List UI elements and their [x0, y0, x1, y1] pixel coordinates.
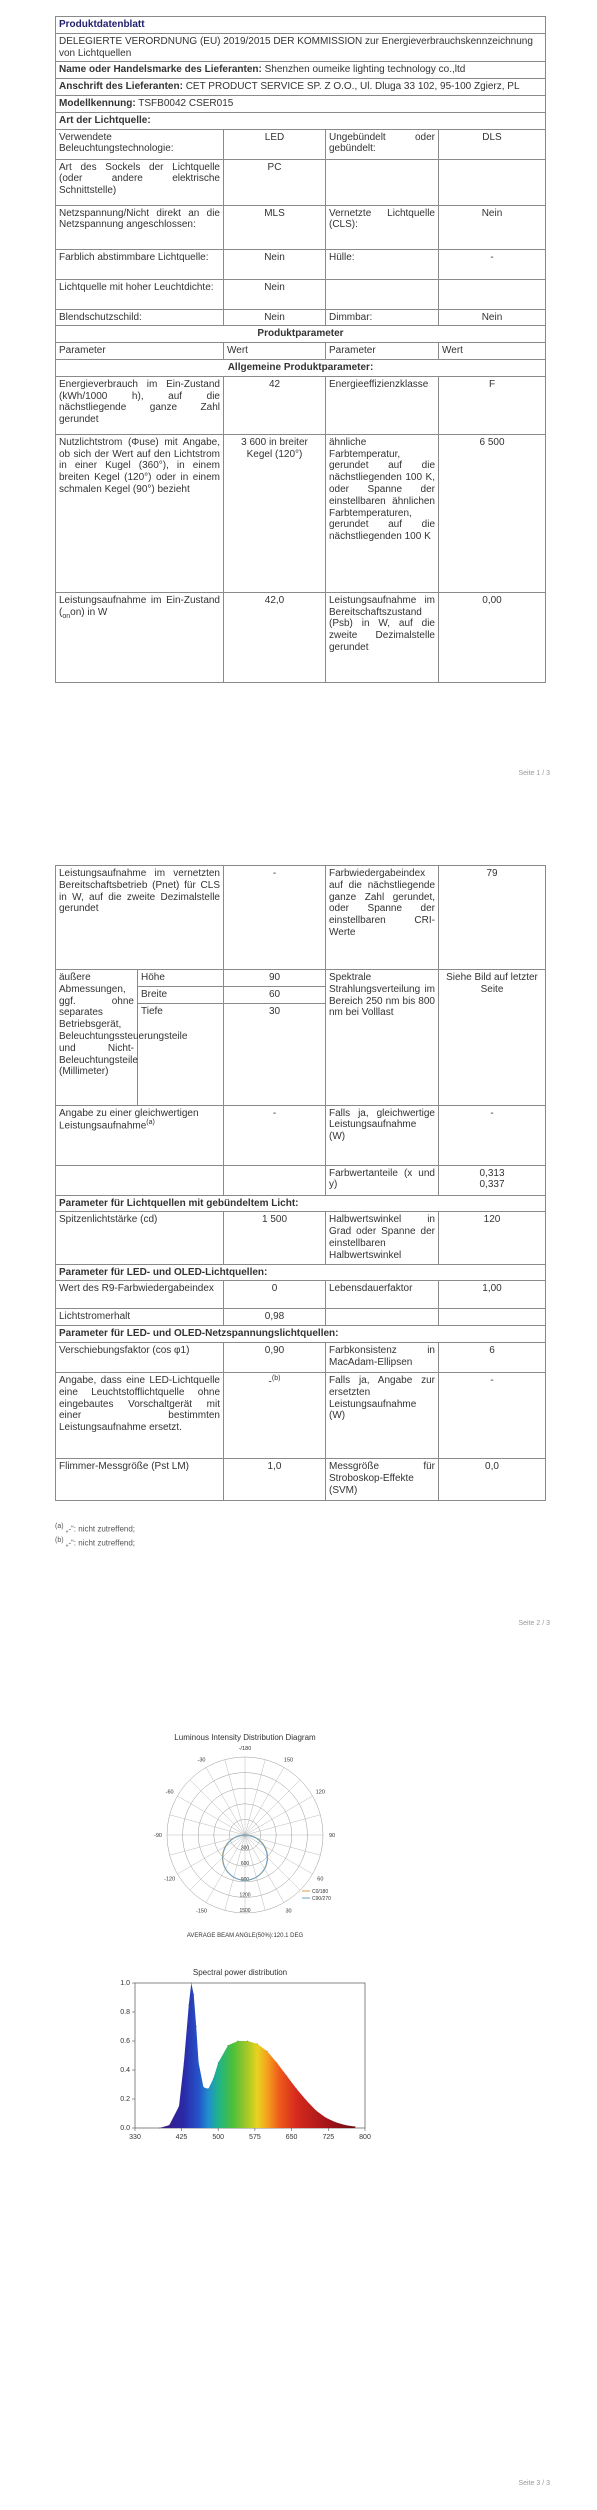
param-value: 6	[439, 1342, 546, 1372]
param-label: Lichtstromerhalt	[56, 1309, 224, 1326]
param-label: Netzspannung/Nicht direkt an die Netzspannung angeschlossen:	[56, 205, 224, 249]
y-tick-label: 0.0	[120, 2125, 130, 2132]
spectrum-point	[316, 2110, 317, 2111]
polar-angle-label: 150	[283, 1757, 294, 1764]
dimension-width-value: 60	[224, 986, 326, 1003]
param-label: Leistungsaufnahme im Bereitschaftszustand (Psb) in W, auf die zweite Dezimalstelle gerundet	[326, 592, 439, 682]
param-label: Vernetzte Lichtquelle (CLS):	[326, 205, 439, 249]
page-2	[0, 840, 597, 1640]
page-1	[0, 0, 597, 800]
polar-ring-label: 900	[240, 1876, 250, 1883]
param-label: Blendschutzschild:	[56, 309, 224, 326]
param-value: F	[439, 376, 546, 434]
param-value: 0,313 0,337	[439, 1165, 546, 1195]
polar-angle-label: 120	[315, 1789, 325, 1796]
param-value: -	[224, 1105, 326, 1165]
spectrum-point	[296, 2088, 297, 2089]
mains-led-header: Parameter für LED- und OLED-Netzspannungslichtquellen:	[56, 1326, 546, 1343]
param-value: -	[224, 866, 326, 970]
spectrum-point	[191, 1982, 192, 1983]
param-label: Energieeffizienzklasse	[326, 376, 439, 434]
polar-ring-label: 1500	[239, 1908, 251, 1914]
column-header: Wert	[439, 343, 546, 360]
param-value: 0,98	[224, 1309, 326, 1326]
param-value: -	[439, 1105, 546, 1165]
param-label: Spitzenlichtstärke (cd)	[56, 1212, 224, 1264]
page-footer: Seite 1 / 3	[518, 770, 550, 777]
param-value: 3 600 in breiter Kegel (120°)	[224, 434, 326, 592]
page-title: Produktdatenblatt	[56, 17, 546, 34]
model-row: Modellkennung: TSFB0042 CSER015	[56, 95, 546, 112]
spectrum-point	[267, 2051, 268, 2052]
param-label: Angabe zu einer gleichwertigen Leistungsaufnahme$^{(a)}$	[56, 1105, 224, 1165]
spectrum-point	[196, 2026, 197, 2027]
light-source-type-header: Art der Lichtquelle:	[56, 112, 546, 129]
polar-spoke	[245, 1796, 313, 1835]
polar-angle-label: 60	[317, 1876, 324, 1883]
polar-spoke	[190, 1780, 245, 1835]
param-label: Hülle:	[326, 249, 439, 279]
spectrum-point	[169, 2125, 170, 2126]
dimension-depth-value: 30	[224, 1003, 326, 1105]
param-value: Nein	[224, 279, 326, 309]
polar-angle-label: -60	[165, 1789, 174, 1796]
legend-c90: C90/270	[312, 1896, 331, 1902]
footnote-b: $^{(b)}$ „-“: nicht zutreffend;	[55, 1536, 136, 1548]
spectrum-point	[345, 2125, 346, 2126]
column-header: Parameter	[326, 343, 439, 360]
param-label: Farbkonsistenz in MacAdam-Ellipsen	[326, 1342, 439, 1372]
spectrum-point	[276, 2062, 277, 2063]
param-label: Dimmbar:	[326, 309, 439, 326]
spectrum-point	[335, 2122, 336, 2123]
page-footer: Seite 2 / 3	[518, 1620, 550, 1627]
polar-spoke	[225, 1760, 245, 1835]
spectrum-point	[306, 2100, 307, 2101]
x-tick-label: 575	[249, 2134, 261, 2141]
legend-c0: C0/180	[312, 1889, 329, 1895]
param-value: 0,0	[439, 1458, 546, 1500]
param-value: PC	[224, 159, 326, 205]
polar-spoke	[206, 1767, 245, 1835]
x-tick-label: 650	[285, 2134, 298, 2141]
polar-angle-label: 30	[285, 1908, 292, 1915]
param-value: -	[439, 1372, 546, 1458]
polar-spoke	[170, 1815, 245, 1835]
param-value: DLS	[439, 129, 546, 159]
polar-angle-label: 90	[328, 1833, 336, 1839]
y-tick-label: 0.2	[120, 2096, 130, 2103]
param-value: 1,00	[439, 1281, 546, 1309]
param-label: Farbwiedergabeindex auf die nächstliegende ganze Zahl gerundet, oder Spanne der einstellbaren CRI-Werte	[326, 866, 439, 970]
x-tick-label: 800	[359, 2134, 371, 2141]
param-value: Nein	[224, 249, 326, 279]
polar-spoke	[245, 1815, 320, 1835]
spectrum-point	[183, 2062, 184, 2063]
dimension-depth-label: Tiefe	[138, 1003, 224, 1105]
x-tick-label: 725	[322, 2134, 335, 2141]
param-label: Lichtquelle mit hoher Leuchtdichte:	[56, 279, 224, 309]
param-label: Nutzlichtstrom (Φuse) mit Angabe, ob sich der Wert auf den Lichtstrom in einer Kugel (360°), in einem breiten Kegel (120°) oder in einem schmalen Kegel (90°) bezieht	[56, 434, 224, 592]
spectrum-point	[355, 2126, 356, 2127]
param-value: 42,0	[224, 592, 326, 682]
param-label: Energieverbrauch im Ein-Zustand (kWh/1000 h), auf die nächstliegende ganze Zahl gerundet	[56, 376, 224, 434]
polar-angle-label: -30	[197, 1757, 206, 1764]
chart-title: Spectral power distribution	[192, 1968, 288, 1977]
polar-angle-label: -/180	[238, 1746, 252, 1752]
column-header: Wert	[224, 343, 326, 360]
dimension-height-value: 90	[224, 970, 326, 987]
param-label: Verwendete Beleuchtungstechnologie:	[56, 129, 224, 159]
polar-spoke	[245, 1767, 284, 1835]
param-label: Flimmer-Messgröße (Pst LM)	[56, 1458, 224, 1500]
polar-spoke	[245, 1780, 300, 1835]
param-value: 1 500	[224, 1212, 326, 1264]
supplier-name-row: Name oder Handelsmarke des Lieferanten: Shenzhen oumeike lighting technology co.,ltd	[56, 62, 546, 79]
page-3	[0, 1680, 597, 2510]
param-label: Messgröße für Stroboskop-Effekte (SVM)	[326, 1458, 439, 1500]
param-label: Farbwertanteile (x und y)	[326, 1165, 439, 1195]
product-parameters-header: Produktparameter	[56, 326, 546, 343]
spectrum-point	[178, 2106, 179, 2107]
spectrum-point	[203, 2087, 204, 2088]
polar-angle-label: -120	[164, 1876, 176, 1883]
polar-ring-label: 600	[240, 1861, 250, 1868]
spectrum-point	[237, 2040, 238, 2041]
polar-spoke	[245, 1835, 300, 1890]
footnotes	[55, 1522, 135, 1549]
dimension-height-label: Höhe	[138, 970, 224, 987]
spectrum-point	[159, 2127, 160, 2128]
param-value: LED	[224, 129, 326, 159]
polar-angle-label: -150	[195, 1908, 208, 1915]
param-label: Angabe, dass eine LED-Lichtquelle eine Leuchtstofflichtquelle ohne eingebautes Vorschaltgerät mit einer bestimmten Leistungsaufnahme ersetzt.	[56, 1372, 224, 1458]
param-value: Nein	[439, 205, 546, 249]
param-label: Halbwertswinkel in Grad oder Spanne der einstellbaren Halbwertswinkel	[326, 1212, 439, 1264]
directional-header: Parameter für Lichtquellen mit gebündeltem Licht:	[56, 1195, 546, 1212]
param-value: Siehe Bild auf letzter Seite	[439, 970, 546, 1106]
param-label: Lebensdauerfaktor	[326, 1281, 439, 1309]
polar-caption: AVERAGE BEAM ANGLE(50%):120.1 DEG	[186, 1933, 304, 1939]
polar-spoke	[177, 1835, 245, 1874]
spectrum-point	[227, 2045, 228, 2046]
polar-angle-label: -90	[154, 1833, 162, 1839]
polar-spoke	[177, 1796, 245, 1835]
polar-spoke	[245, 1760, 265, 1835]
polar-spoke	[190, 1835, 245, 1890]
param-label: Leistungsaufnahme im vernetzten Bereitschaftsbetrieb (Pnet) für CLS in W, auf die zweite Dezimalstelle gerundet	[56, 866, 224, 970]
y-tick-label: 0.4	[120, 2067, 130, 2074]
polar-grid	[154, 1746, 335, 1914]
datasheet-table-1	[55, 16, 546, 683]
dimensions-label: äußere Abmessungen, ggf. ohne separates Betriebsgerät, Beleuchtungssteuerungsteile und Nicht-Beleuchtungsteile (Millimeter)	[56, 970, 138, 1106]
param-value: MLS	[224, 205, 326, 249]
spectrum-point	[213, 2078, 214, 2079]
spectrum-point	[208, 2088, 209, 2089]
supplier-address-row: Anschrift des Lieferanten: CET PRODUCT SERVICE SP. Z O.O., Ul. Dluga 33 102, 95-100 Zgierz, PL	[56, 79, 546, 96]
param-label: Farblich abstimmbare Lichtquelle:	[56, 249, 224, 279]
spectrum-point	[193, 1994, 194, 1995]
spectral-power-chart	[100, 1965, 380, 2155]
param-value: -	[439, 249, 546, 279]
y-tick-label: 0.6	[120, 2038, 130, 2045]
param-value: 0,00	[439, 592, 546, 682]
param-label: Spektrale Strahlungsverteilung im Bereich 250 nm bis 800 nm bei Volllast	[326, 970, 439, 1106]
param-label: Wert des R9-Farbwiedergabeindex	[56, 1281, 224, 1309]
param-value: -$^{(b)}$	[224, 1372, 326, 1458]
luminous-intensity-diagram	[130, 1730, 360, 1945]
param-value: Nein	[224, 309, 326, 326]
param-label: Verschiebungsfaktor (cos φ1)	[56, 1342, 224, 1372]
param-value: 42	[224, 376, 326, 434]
param-label: Ungebündelt oder gebündelt:	[326, 129, 439, 159]
spectrum-point	[218, 2062, 219, 2063]
param-value: 1,0	[224, 1458, 326, 1500]
spectrum-point	[257, 2043, 258, 2044]
param-value: 0,90	[224, 1342, 326, 1372]
param-value: 0	[224, 1281, 326, 1309]
x-tick-label: 425	[175, 2134, 188, 2141]
param-label: ähnliche Farbtemperatur, gerundet auf die nächstliegenden 100 K, oder Spanne der einstellbaren ähnlichen Farbtemperaturen, gerundet auf die nächstliegenden 100 K	[326, 434, 439, 592]
y-tick-label: 0.8	[120, 2009, 130, 2016]
led-header: Parameter für LED- und OLED-Lichtquellen:	[56, 1264, 546, 1281]
dimension-width-label: Breite	[138, 986, 224, 1003]
polar-title: Luminous Intensity Distribution Diagram	[174, 1733, 316, 1742]
spectrum-point	[198, 2062, 199, 2063]
x-tick-label: 330	[129, 2134, 141, 2141]
param-label: Falls ja, gleichwertige Leistungsaufnahme (W)	[326, 1105, 439, 1165]
regulation-intro: DELEGIERTE VERORDNUNG (EU) 2019/2015 DER KOMMISSION zur Energieverbrauchskennzeichnung von Lichtquellen	[56, 33, 546, 62]
param-label: Art des Sockels der Lichtquelle (oder andere elektrische Schnittstelle)	[56, 159, 224, 205]
spectrum-point	[325, 2117, 326, 2118]
footnote-a: $^{(a)}$ „-“: nicht zutreffend;	[55, 1523, 136, 1534]
polar-spoke	[245, 1835, 313, 1874]
param-label: Falls ja, Angabe zur ersetzten Leistungsaufnahme (W)	[326, 1372, 439, 1458]
spectrum-point	[247, 2040, 248, 2041]
param-value: 6 500	[439, 434, 546, 592]
datasheet-table-2	[55, 865, 546, 1501]
param-value: 79	[439, 866, 546, 970]
page-footer: Seite 3 / 3	[518, 2480, 550, 2487]
x-tick-label: 500	[212, 2134, 225, 2141]
polar-ring-label: 1200	[239, 1892, 251, 1899]
param-value: Nein	[439, 309, 546, 326]
spectrum-point	[188, 2004, 189, 2005]
param-label: Leistungsaufnahme im Ein-Zustand $(_{on}on)$ in W	[56, 592, 224, 682]
y-tick-label: 1.0	[120, 1980, 130, 1987]
param-value: 120	[439, 1212, 546, 1264]
general-parameters-header: Allgemeine Produktparameter:	[56, 359, 546, 376]
spectrum-point	[286, 2075, 287, 2076]
column-header: Parameter	[56, 343, 224, 360]
polar-ring-label: 300	[240, 1845, 250, 1852]
